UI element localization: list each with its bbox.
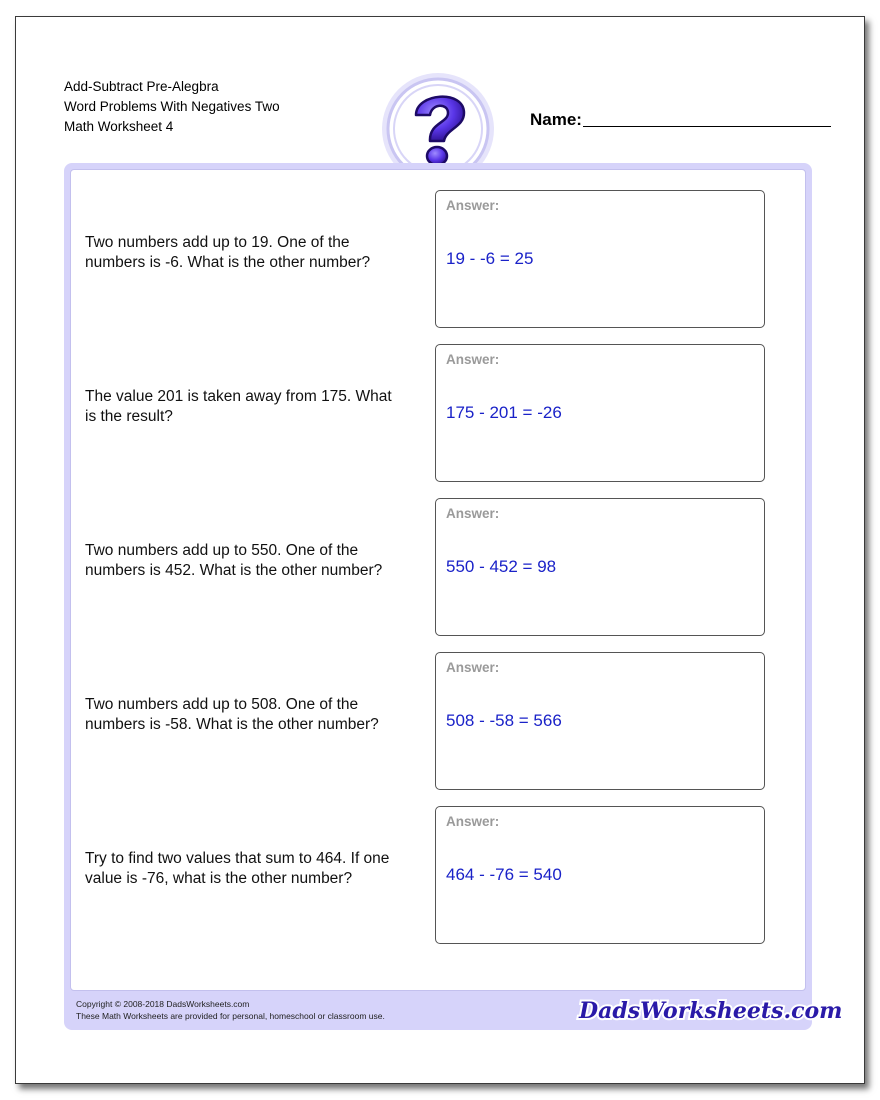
title-line-1: Add-Subtract Pre-Alegbra <box>64 79 219 94</box>
problem-2-text: The value 201 is taken away from 175. What is the result? <box>85 388 392 425</box>
title-line-2: Word Problems With Negatives Two <box>64 99 280 114</box>
answer-label: Answer: <box>446 198 500 213</box>
answer-box-5[interactable] <box>435 806 765 944</box>
problem-1-text: Two numbers add up to 19. One of the numbers is -6. What is the other number? <box>85 234 371 271</box>
answer-label: Answer: <box>446 352 500 367</box>
name-field-line[interactable] <box>583 126 831 127</box>
problem-3-text: Two numbers add up to 550. One of the numbers is 452. What is the other number? <box>85 542 383 579</box>
copyright-text: Copyright © 2008-2018 DadsWorksheets.com <box>76 999 250 1009</box>
footer-copyright <box>76 998 385 1022</box>
problem-5-text: Try to find two values that sum to 464. If one value is -76, what is the other number? <box>85 850 390 887</box>
answer-label: Answer: <box>446 814 500 829</box>
worksheet-frame <box>64 163 843 1030</box>
answer-value: 19 - -6 = 25 <box>446 249 534 268</box>
brand-text: DadsWorksheets.com <box>579 998 843 1024</box>
answer-value: 175 - 201 = -26 <box>446 403 562 422</box>
usage-notice: These Math Worksheets are provided for personal, homeschool or classroom use. <box>76 1011 385 1021</box>
answer-box-1[interactable] <box>435 190 765 328</box>
answer-label: Answer: <box>446 660 500 675</box>
name-label: Name: <box>530 110 582 129</box>
worksheet-title <box>64 77 280 137</box>
answer-box-2[interactable] <box>435 344 765 482</box>
answer-box-4[interactable] <box>435 652 765 790</box>
problems-panel <box>70 169 806 991</box>
answer-value: 508 - -58 = 566 <box>446 711 562 730</box>
dadsworksheets-logo[interactable] <box>576 991 843 1032</box>
answer-box-3[interactable] <box>435 498 765 636</box>
answer-value: 464 - -76 = 540 <box>446 865 562 884</box>
answer-label: Answer: <box>446 506 500 521</box>
problem-4-text: Two numbers add up to 508. One of the numbers is -58. What is the other number? <box>85 696 379 733</box>
answer-value: 550 - 452 = 98 <box>446 557 557 576</box>
title-line-3: Math Worksheet 4 <box>64 119 174 134</box>
